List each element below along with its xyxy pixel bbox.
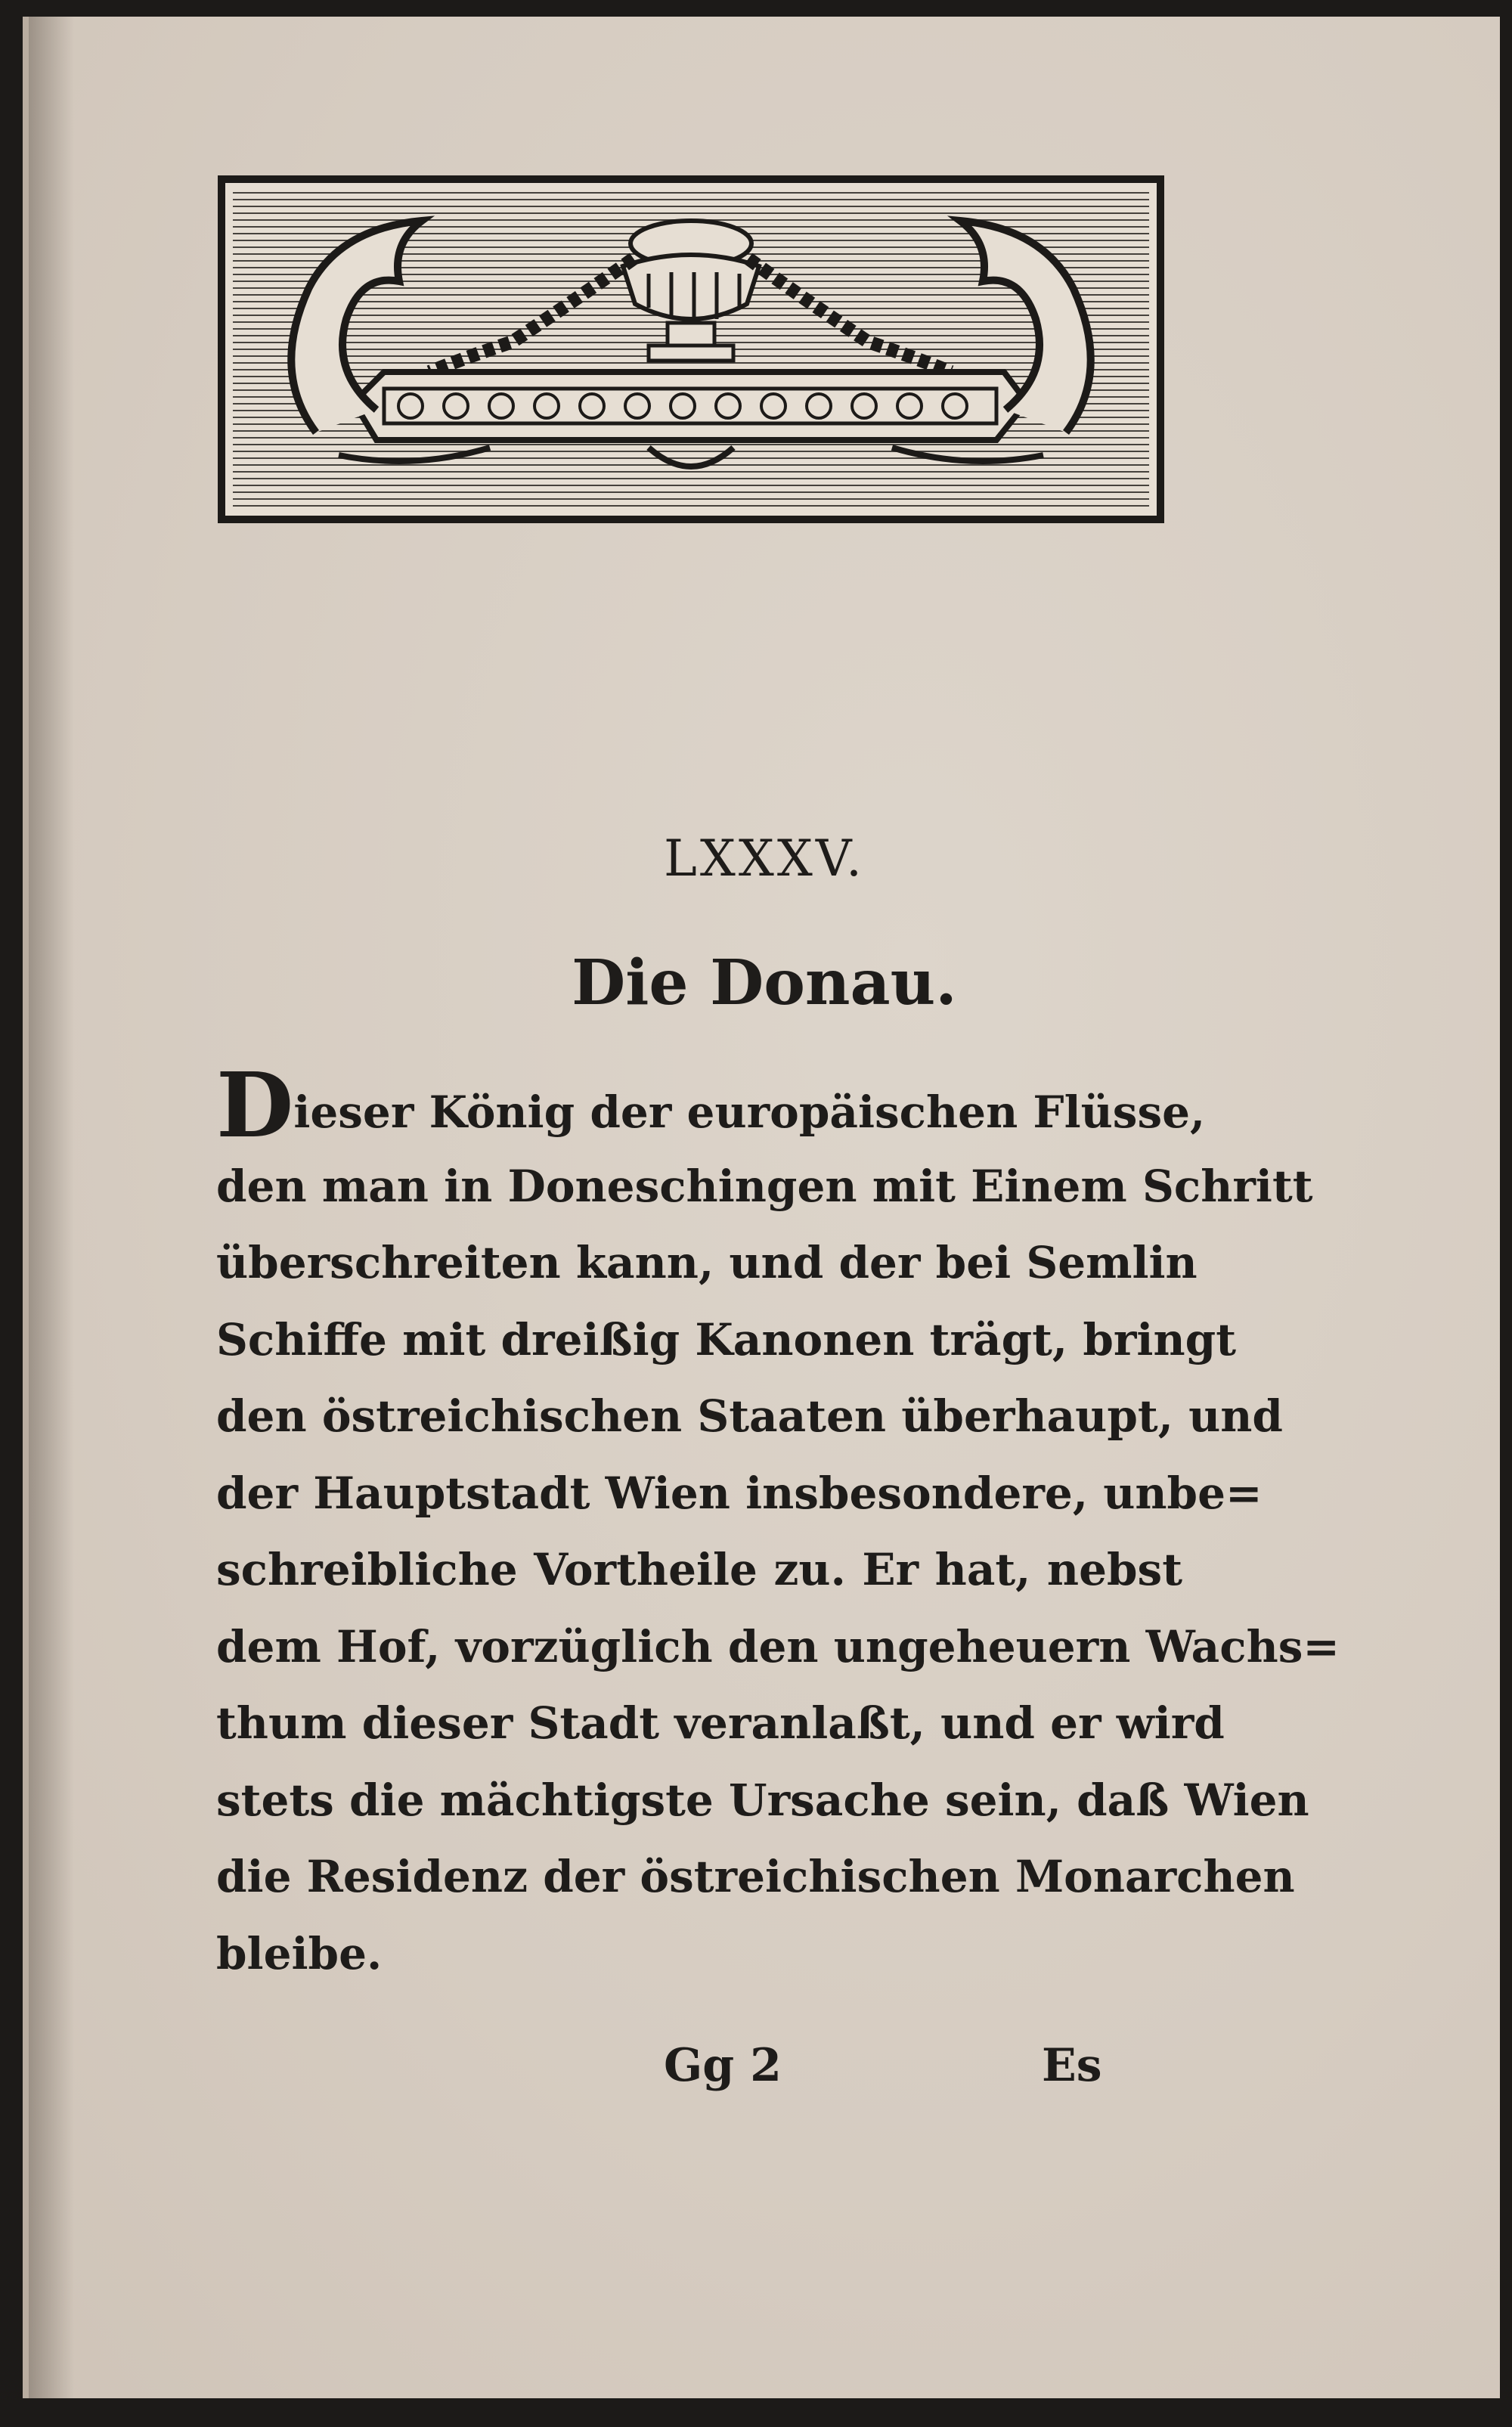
line-text: ieser König der europäischen Flüsse, — [293, 1086, 1206, 1138]
text-line: dem Hof, vorzüglich den ungeheuern Wachs= — [216, 1620, 1340, 1672]
text-line: die Residenz der östreichischen Monarchen — [216, 1851, 1295, 1902]
catchword: Es — [1042, 2039, 1102, 2092]
chapter-number: LXXXV. — [664, 829, 865, 888]
text-line — [216, 1052, 1206, 1158]
chapter-title: Die Donau. — [572, 947, 957, 1019]
spine-shadow — [29, 17, 74, 2398]
text-line: thum dieser Stadt veranlaßt, und er wird — [216, 1697, 1225, 1749]
text-line: Schiffe mit dreißig Kanonen trägt, bringt — [216, 1313, 1236, 1365]
text-line: den östreichischen Staaten überhaupt, und — [216, 1390, 1283, 1442]
paragraph — [216, 1052, 1340, 1992]
urn-garland-vignette-icon — [218, 175, 1164, 523]
text-line: bleibe. — [216, 1927, 383, 1979]
signature-mark: Gg 2 — [664, 2039, 782, 2092]
text-line: der Hauptstadt Wien insbesondere, unbe= — [216, 1467, 1263, 1519]
text-line: schreibliche Vortheile zu. Er hat, nebst — [216, 1544, 1182, 1595]
text-line: überschreiten kann, und der bei Semlin — [216, 1237, 1198, 1288]
book-page — [23, 17, 1500, 2398]
dropcap: D — [216, 1052, 294, 1158]
text-line: den man in Doneschingen mit Einem Schritt — [216, 1160, 1313, 1212]
text-line: stets die mächtigste Ursache sein, daß Wien — [216, 1774, 1309, 1826]
